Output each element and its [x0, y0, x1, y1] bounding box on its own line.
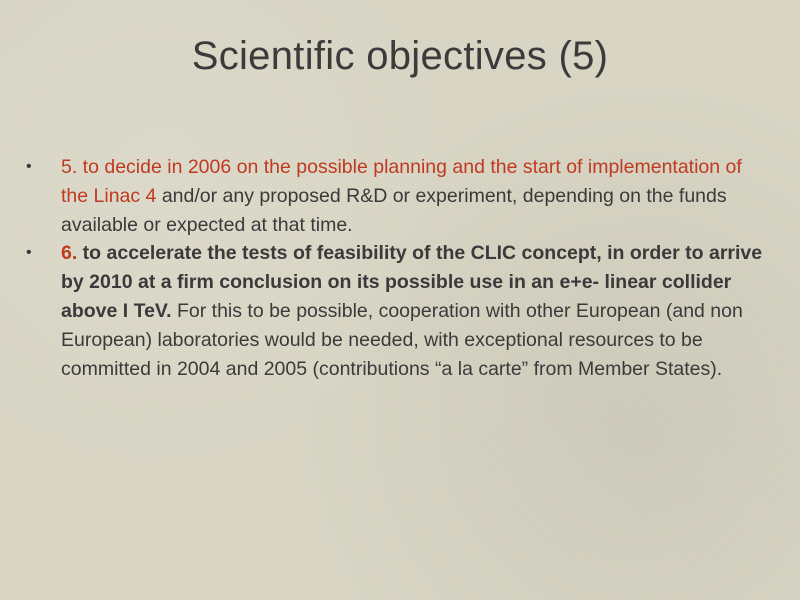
item-text-bold: to accelerate the tests of feasibility of the CLIC concept, in order to arrive by 2010 at a firm conclusion on its possible use in an e+e- linear collider above I TeV.: [61, 242, 763, 322]
slide-title: Scientific objectives (5): [191, 34, 609, 78]
bullet-item-5: [26, 153, 766, 239]
item-text: and/or any proposed R&D or experiment, depending on the funds available or expected at that time.: [61, 184, 727, 236]
bullet-list: [26, 153, 766, 383]
bullet-dot-icon: •: [26, 158, 32, 175]
bullet-item-6: [26, 239, 766, 383]
item-number: 5.: [61, 156, 78, 178]
item-text-highlight: to decide in 2006 on the possible planning and the start of implementation of the Linac 4: [61, 156, 742, 207]
bullet-dot-icon: •: [26, 244, 32, 262]
item-text: For this to be possible, cooperation with other European (and non European) laboratories would be needed, with exceptional resources to be committed in 2004 and 2005 (contributions “a la carte” from Member States).: [61, 299, 743, 380]
item-number: 6.: [61, 242, 78, 265]
